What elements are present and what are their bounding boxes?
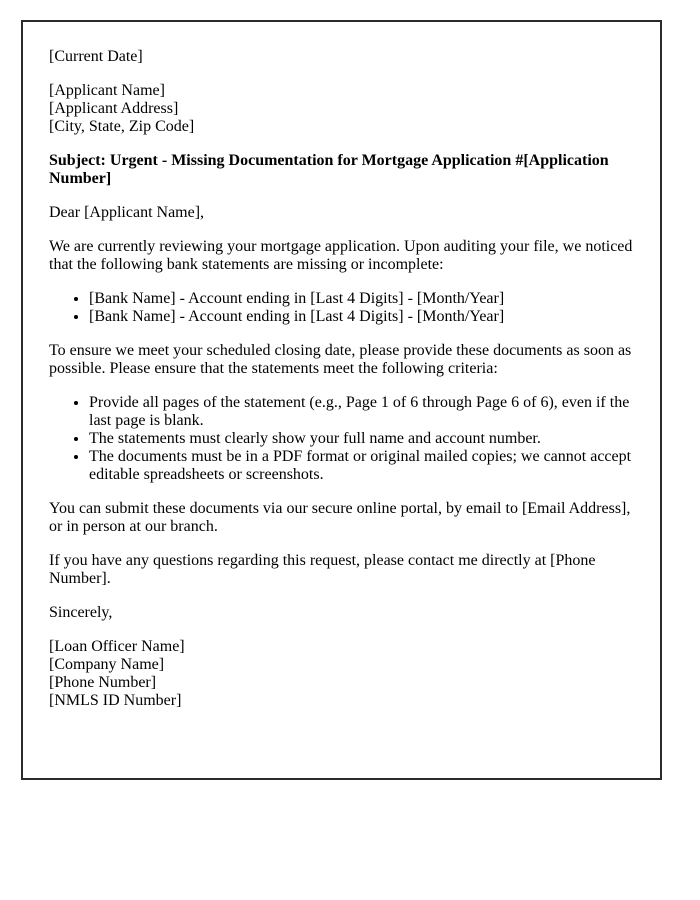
closing: Sincerely, — [49, 604, 113, 621]
intro-paragraph: We are currently reviewing your mortgage application. Upon auditing your file, we noticed that the following bank statements are missing or incomplete: — [49, 238, 633, 273]
signature-loan-officer-name: [Loan Officer Name] — [49, 638, 185, 655]
date-line: [Current Date] — [49, 48, 143, 65]
missing-statement-item: • [Bank Name] - Account ending in [Last 4 Digits] - [Month/Year] — [89, 308, 634, 326]
signature-nmls-id: [NMLS ID Number] — [49, 692, 182, 709]
criteria-list — [49, 394, 634, 484]
signature-company-name: [Company Name] — [49, 656, 165, 673]
criteria-intro-paragraph: To ensure we meet your scheduled closing date, please provide these documents as soon as possible. Please ensure that the statements meet the following criteria: — [49, 342, 632, 377]
recipient-name: [Applicant Name] — [49, 82, 165, 99]
criteria-item: • The documents must be in a PDF format or original mailed copies; we cannot accept editable spreadsheets or screenshots. — [89, 448, 634, 484]
subject-line: Subject: Urgent - Missing Documentation for Mortgage Application #[Application Number] — [49, 152, 609, 187]
signature-block — [49, 638, 634, 710]
submission-paragraph: You can submit these documents via our secure online portal, by email to [Email Address], or in person at our branch. — [49, 500, 631, 535]
recipient-block — [49, 82, 634, 136]
missing-statements-list — [49, 290, 634, 326]
recipient-city-state-zip: [City, State, Zip Code] — [49, 118, 195, 135]
signature-phone-number: [Phone Number] — [49, 674, 157, 691]
letter-document — [21, 20, 662, 780]
missing-statement-item: • [Bank Name] - Account ending in [Last 4 Digits] - [Month/Year] — [89, 290, 634, 308]
questions-paragraph: If you have any questions regarding this request, please contact me directly at [Phone Number]. — [49, 552, 596, 587]
criteria-item: • Provide all pages of the statement (e.g., Page 1 of 6 through Page 6 of 6), even if the last page is blank. — [89, 394, 634, 430]
salutation: Dear [Applicant Name], — [49, 204, 205, 221]
recipient-address: [Applicant Address] — [49, 100, 179, 117]
criteria-item: • The statements must clearly show your full name and account number. — [89, 430, 634, 448]
